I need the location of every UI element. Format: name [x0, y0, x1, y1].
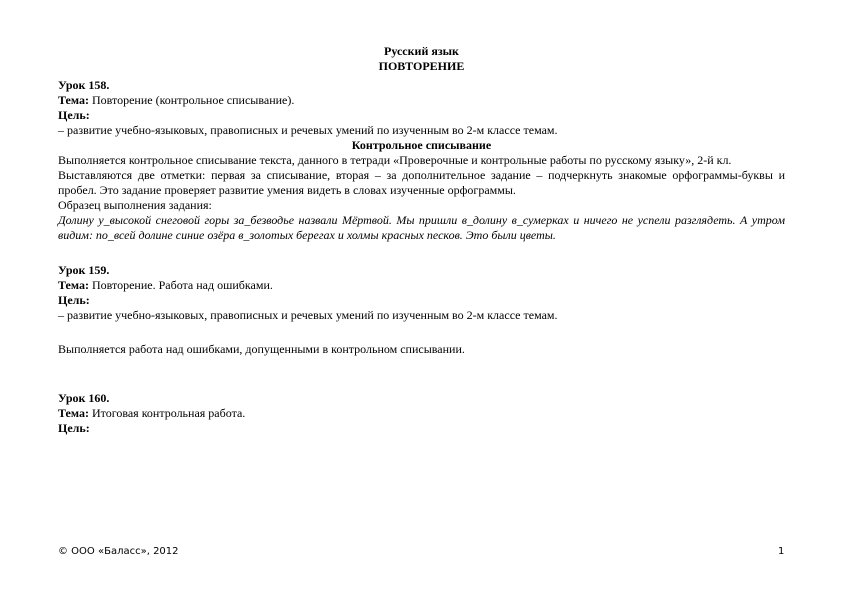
paragraph: Образец выполнения задания: — [58, 198, 212, 212]
lesson-160 — [58, 391, 785, 436]
topic-label: Тема: — [58, 278, 89, 292]
goal-text: – развитие учебно-языковых, правописных и речевых умений по изученным во 2-м классе темам. — [58, 123, 558, 137]
paragraph: Выполняется контрольное списывание текста, данного в тетради «Проверочные и контрольные работы по русскому языку», 2-й кл. — [58, 153, 732, 167]
goal-label: Цель: — [58, 421, 90, 435]
lesson-topic — [58, 278, 785, 293]
lesson-note: Выполняется работа над ошибками, допущенными в контрольном списывании. — [58, 342, 465, 356]
lesson-title: Урок 159. — [58, 263, 110, 277]
lesson-159 — [58, 263, 785, 357]
subject-heading: Русский язык — [384, 44, 459, 58]
footer-copyright: © ООО «Баласс», 2012 — [58, 546, 179, 557]
goal-label: Цель: — [58, 108, 90, 122]
topic-label: Тема: — [58, 406, 89, 420]
section-heading: ПОВТОРЕНИЕ — [378, 59, 465, 73]
goal-text: – развитие учебно-языковых, правописных и речевых умений по изученным во 2-м классе темам. — [58, 308, 558, 322]
topic-text: Повторение. Работа над ошибками. — [88, 278, 273, 292]
lesson-topic — [58, 406, 785, 421]
lesson-title: Урок 158. — [58, 78, 110, 92]
lesson-158 — [58, 78, 785, 243]
sample-text: Долину у_высокой снеговой горы за_безводье назвали Мёртвой. Мы пришли в_долину в_сумерках и ничего не успели разглядеть. А утром видим: по_всей долине синие озёра в_золотых берегах и холмы красных песков. Это были цветы. — [58, 213, 785, 242]
paragraph: Выставляются две отметки: первая за списывание, вторая – за дополнительное задание – подчеркнуть знакомые орфограммы-буквы и пробел. Это задание проверяет развитие умения видеть в словах изученные орфограммы. — [58, 168, 785, 197]
document-page — [58, 44, 785, 436]
topic-text: Итоговая контрольная работа. — [88, 406, 246, 420]
topic-text: Повторение (контрольное списывание). — [88, 93, 295, 107]
goal-label: Цель: — [58, 293, 90, 307]
lesson-title: Урок 160. — [58, 391, 110, 405]
lesson-topic — [58, 93, 785, 108]
subheading: Контрольное списывание — [351, 138, 492, 152]
page-number: 1 — [778, 546, 785, 557]
topic-label: Тема: — [58, 93, 89, 107]
